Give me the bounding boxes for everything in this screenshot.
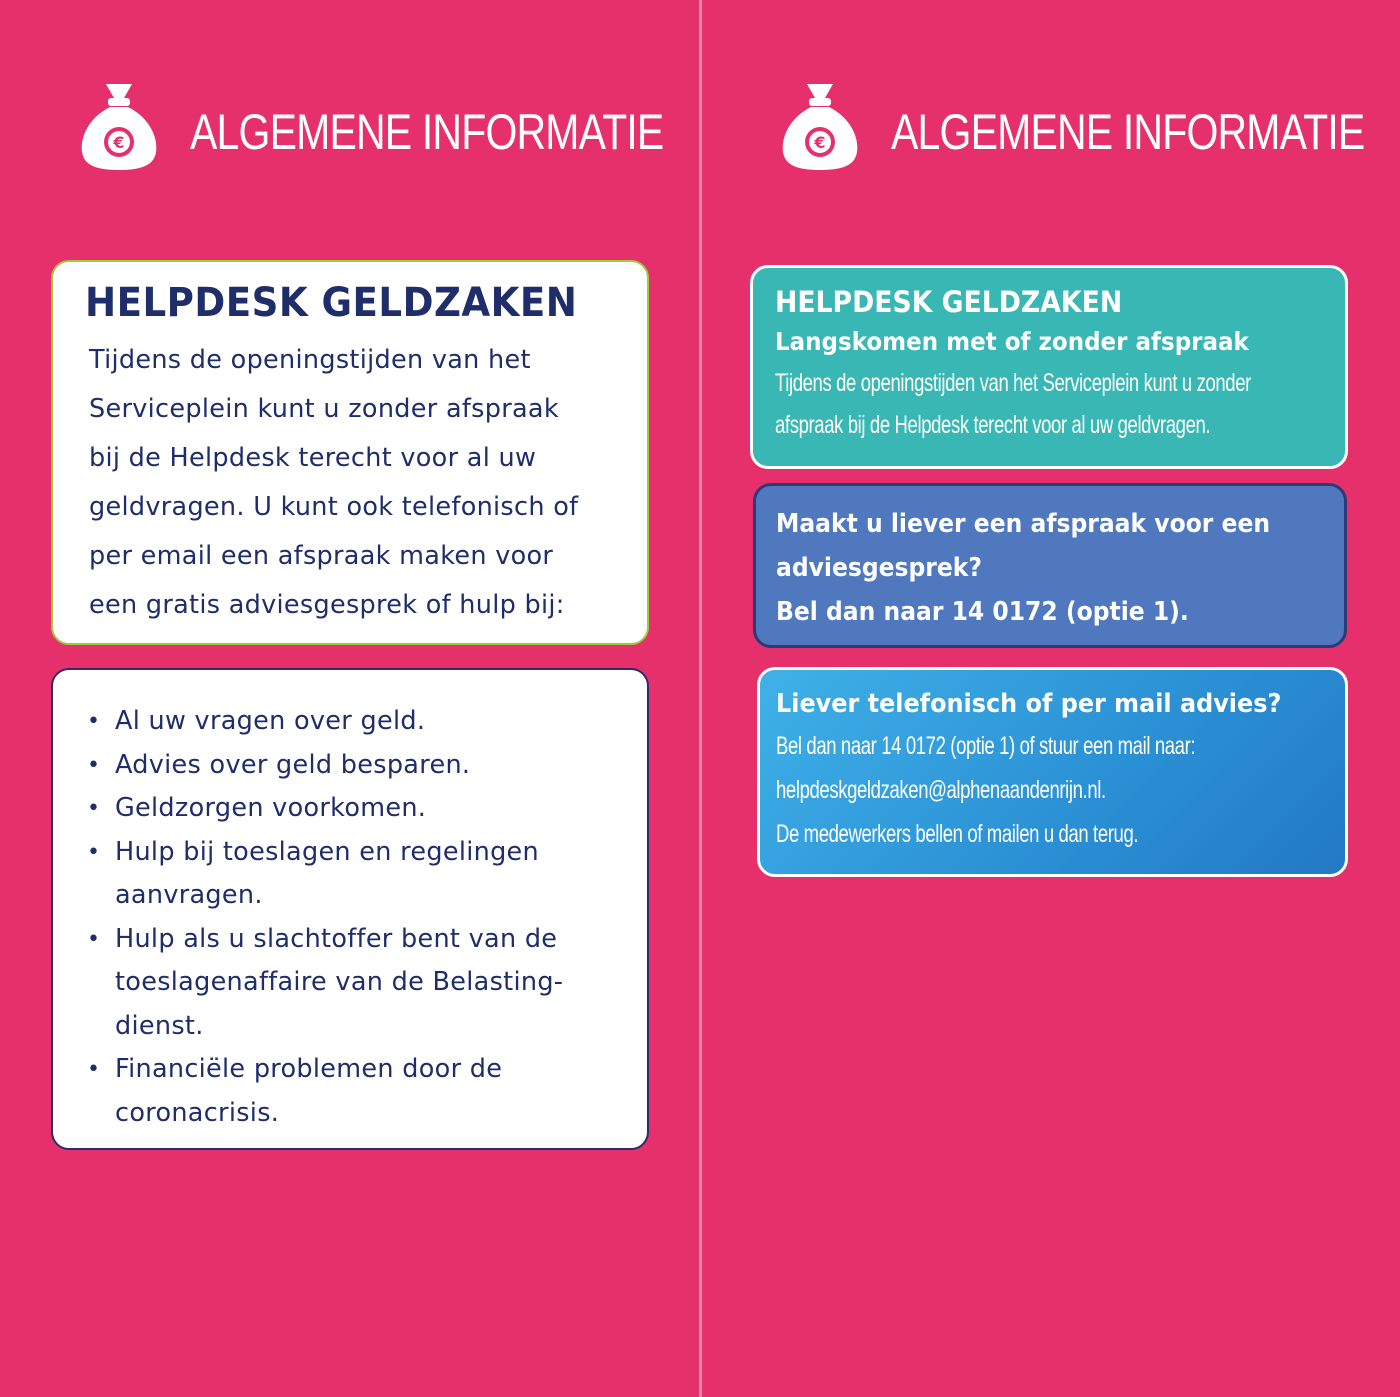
help-topics-card (51, 668, 649, 1150)
list-item: • Hulp als u slachtoffer bent van de toeslagenaffaire van de Belasting- dienst. (87, 918, 627, 1049)
intro-paragraph (85, 336, 617, 630)
appointment-phone: Bel dan naar 14 0172 (optie 1). (776, 597, 1189, 627)
svg-text:€: € (113, 133, 125, 152)
walk-in-subtitle: Langskomen met of zonder afspraak (775, 327, 1249, 356)
page-title: ALGEMENE INFORMATIE (190, 104, 664, 160)
list-item: • Hulp bij toeslagen en regelingen aanvragen. (87, 831, 627, 918)
list-item: • Financiële problemen door de coronacrisis. (87, 1048, 627, 1135)
left-header (78, 80, 767, 172)
walk-in-text-line: Tijdens de openingstijden van het Serviceplein kunt u zonder (775, 369, 1251, 397)
page-title: ALGEMENE INFORMATIE (891, 104, 1365, 160)
walk-in-title: HELPDESK GELDZAKEN (775, 285, 1123, 319)
appointment-line: adviesgesprek? (776, 553, 982, 583)
intro-line: Serviceplein kunt u zonder afspraak (89, 394, 559, 424)
phone-mail-line: Bel dan naar 14 0172 (optie 1) of stuur een mail naar: (776, 732, 1196, 760)
money-bag-euro-icon (78, 80, 160, 172)
intro-line: geldvragen. U kunt ook telefonisch of (89, 492, 579, 522)
walk-in-text-line: afspraak bij de Helpdesk terecht voor al uw geldvragen. (775, 411, 1211, 439)
walk-in-card (750, 265, 1348, 469)
phone-mail-line: De medewerkers bellen of mailen u dan terug. (776, 820, 1139, 848)
phone-mail-card (757, 667, 1348, 877)
money-bag-euro-icon (779, 80, 861, 172)
email-link[interactable]: helpdeskgeldzaken@alphenaandenrijn.nl. (776, 776, 1106, 804)
right-header (779, 80, 1400, 172)
list-item: • Geldzorgen voorkomen. (87, 787, 627, 831)
list-item: • Al uw vragen over geld. (87, 700, 627, 744)
intro-line: per email een afspraak maken voor (89, 541, 554, 571)
list-item: • Advies over geld besparen. (87, 744, 627, 788)
right-panel (701, 0, 1400, 1397)
intro-line: bij de Helpdesk terecht voor al uw (89, 443, 537, 473)
helpdesk-intro-card (51, 260, 649, 645)
svg-text:€: € (814, 133, 826, 152)
help-topics-list (87, 700, 627, 1135)
intro-line: Tijdens de openingstijden van het (89, 345, 531, 375)
appointment-line: Maakt u liever een afspraak voor een (776, 509, 1271, 539)
intro-line: een gratis adviesgesprek of hulp bij: (89, 590, 565, 620)
helpdesk-title: HELPDESK GELDZAKEN (85, 280, 578, 326)
phone-mail-title: Liever telefonisch of per mail advies? (776, 689, 1282, 719)
appointment-card (753, 483, 1347, 648)
